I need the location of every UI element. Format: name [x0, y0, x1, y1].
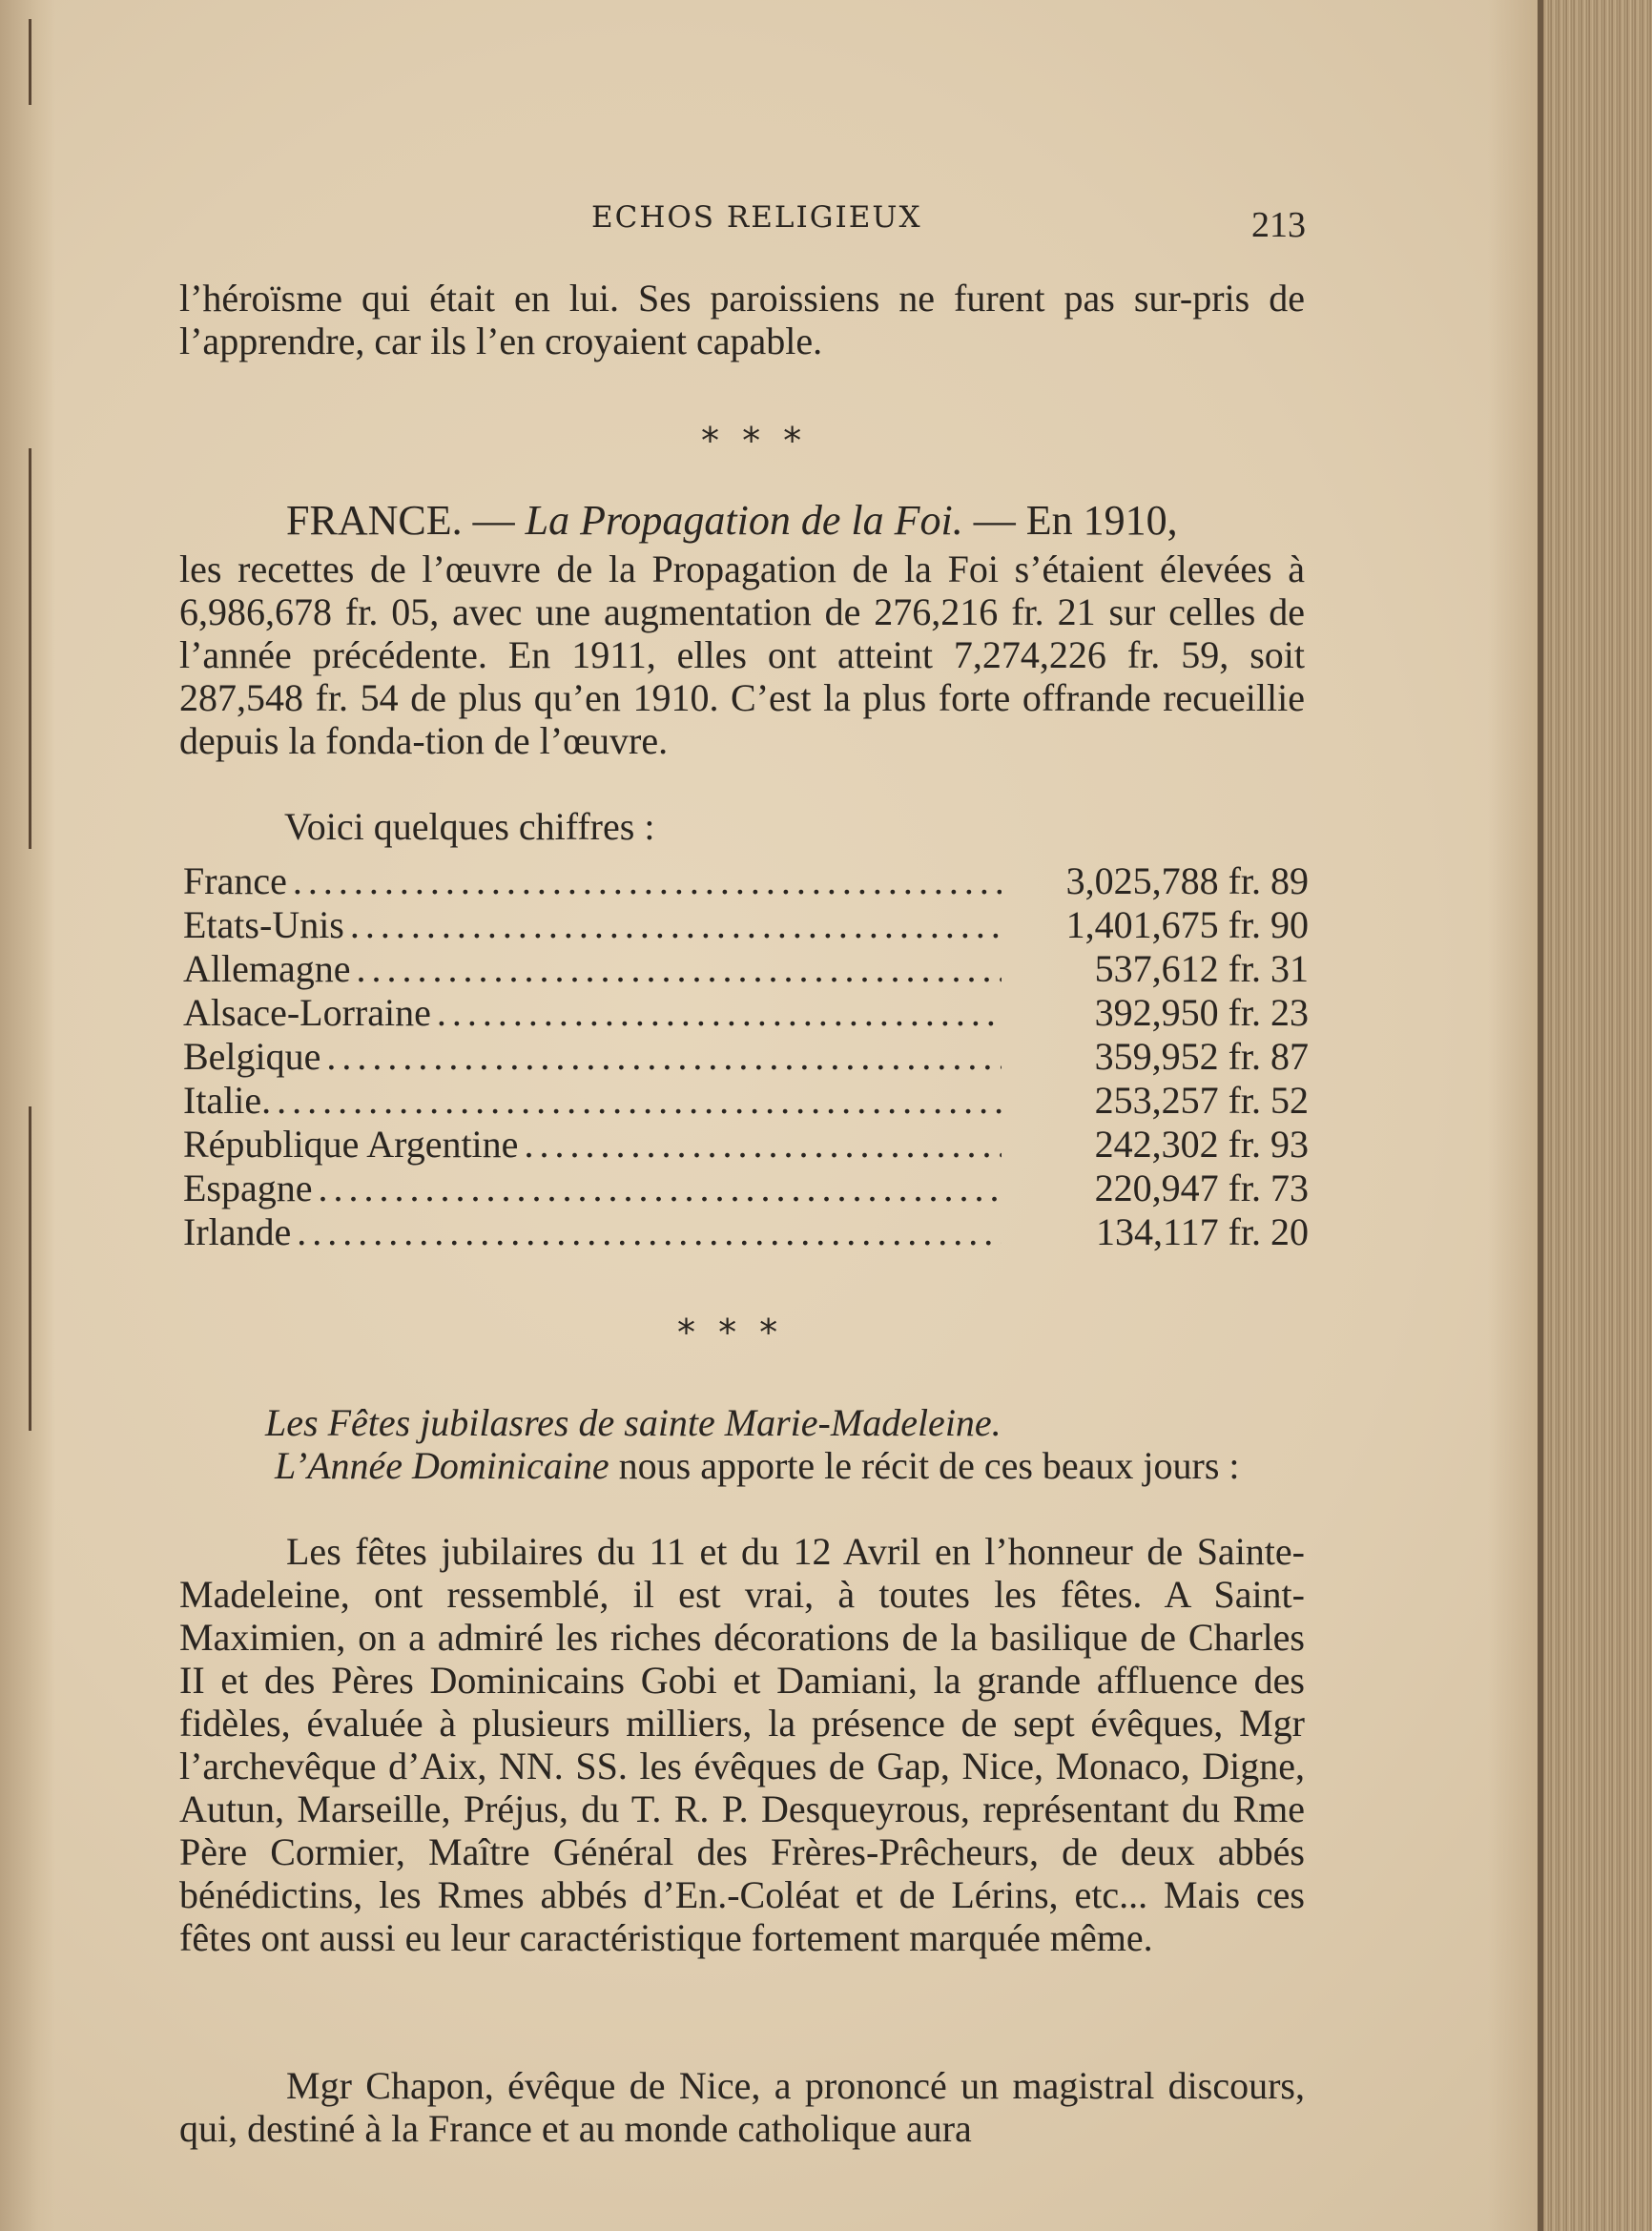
country-name: République Argentine [183, 1123, 519, 1166]
country-name: Irlande [183, 1210, 292, 1253]
heading-country: FRANCE. — [286, 497, 515, 544]
table-row [183, 1034, 1309, 1078]
annee-source: L’Année Dominicaine [275, 1444, 609, 1487]
margin-mark [29, 448, 31, 849]
page-gutter-shadow [1488, 0, 1545, 2231]
fetes-title: Les Fêtes jubilasres de sainte Marie-Madeleine. [265, 1401, 1002, 1444]
france-paragraph: les recettes de l’œuvre de la Propagation de la Foi s’étaient élevées à 6,986,678 fr. 05, avec une augmentation de 276,216 fr. 21 sur celles de l’année précédente. En 1911, elles ont atteint 7,274,226 fr. 59, soit 287,548 fr. 54 de plus qu’en 1910. C’est la plus forte offrande recueillie depuis la fonda-tion de l’œuvre. [179, 547, 1305, 762]
chapon-paragraph: Mgr Chapon, évêque de Nice, a prononcé un magistral discours, qui, destiné à la France et au monde catholique aura [179, 2064, 1305, 2150]
leader-dots [524, 1122, 1002, 1167]
country-amount: 392,950 fr. 23 [1094, 991, 1309, 1034]
annee-text: nous apporte le récit de ces beaux jours : [618, 1444, 1240, 1487]
leader-dots [277, 1078, 1002, 1123]
leader-dots [319, 1166, 1002, 1210]
table-row [183, 1078, 1309, 1122]
table-row [183, 1122, 1309, 1166]
france-heading [286, 496, 1178, 545]
page-left-shadow [0, 0, 55, 2231]
country-amount: 359,952 fr. 87 [1094, 1035, 1309, 1078]
leader-dots [326, 1034, 1002, 1079]
leader-dots [437, 990, 1002, 1035]
separator-text: * * * [677, 1312, 784, 1353]
margin-mark [29, 19, 31, 105]
separator-text: * * * [701, 420, 808, 462]
table-row [183, 858, 1309, 902]
table-row [183, 902, 1309, 946]
leader-dots [293, 858, 1002, 903]
page-number: 213 [1251, 205, 1306, 245]
margin-mark [29, 1106, 31, 1431]
country-amount: 1,401,675 fr. 90 [1065, 903, 1309, 946]
fetes-paragraph: Les fêtes jubilaires du 11 et du 12 Avril en l’honneur de Sainte-Madeleine, ont ressemblé, il est vrai, à toutes les fêtes. A Saint-Maximien, on a admiré les riches décorations de la basilique de Charles II et des Pères Dominicains Gobi et Damiani, la grande affluence des fidèles, évaluée à plusieurs milliers, la présence de sept évêques, Mgr l’archevêque d’Aix, NN. SS. les évêques de Gap, Nice, Monaco, Digne, Autun, Marseille, Préjus, du T. R. P. Desqueyrous, représentant du Rme Père Cormier, Maître Général des Frères-Prêcheurs, de deux abbés bénédictins, les Rmes abbés d’En.-Coléat et de Lérins, etc... Mais ces fêtes ont aussi eu leur caractéristique fortement marquée même. [179, 1530, 1305, 1959]
country-amount: 3,025,788 fr. 89 [1065, 859, 1309, 902]
country-name: Alsace-Lorraine [183, 991, 431, 1034]
figures-intro: Voici quelques chiffres : [284, 805, 655, 848]
heading-title: La Propagation de la Foi. [525, 497, 963, 544]
continuation-paragraph: l’héroïsme qui était en lui. Ses paroissiens ne furent pas sur-pris de l’apprendre, car ils l’en croyaient capable. [179, 277, 1305, 362]
table-row [183, 1209, 1309, 1253]
leader-dots [350, 902, 1002, 947]
country-amount: 242,302 fr. 93 [1094, 1123, 1309, 1166]
leader-dots [357, 946, 1002, 991]
annee-paragraph [179, 1444, 1305, 1487]
country-amount: 134,117 fr. 20 [1096, 1210, 1309, 1253]
country-name: France [183, 859, 287, 902]
heading-date: — En 1910, [973, 497, 1178, 544]
running-title: ECHOS RELIGIEUX [591, 200, 922, 235]
country-name: Belgique [183, 1035, 321, 1078]
country-name: Espagne [183, 1167, 313, 1209]
country-amount: 537,612 fr. 31 [1094, 947, 1309, 990]
book-page-edges [1538, 0, 1652, 2231]
country-name: Italie. [183, 1079, 272, 1122]
table-row [183, 990, 1309, 1034]
section-separator [701, 420, 807, 462]
table-row [183, 1166, 1309, 1209]
country-amount: 220,947 fr. 73 [1094, 1167, 1309, 1209]
country-name: Etats-Unis [183, 903, 344, 946]
country-amount: 253,257 fr. 52 [1094, 1079, 1309, 1122]
table-row [183, 946, 1309, 990]
book-edge-line [1538, 0, 1543, 2231]
country-name: Allemagne [183, 947, 351, 990]
section-separator [677, 1312, 783, 1353]
leader-dots [297, 1209, 1002, 1254]
figures-table [183, 858, 1309, 1253]
